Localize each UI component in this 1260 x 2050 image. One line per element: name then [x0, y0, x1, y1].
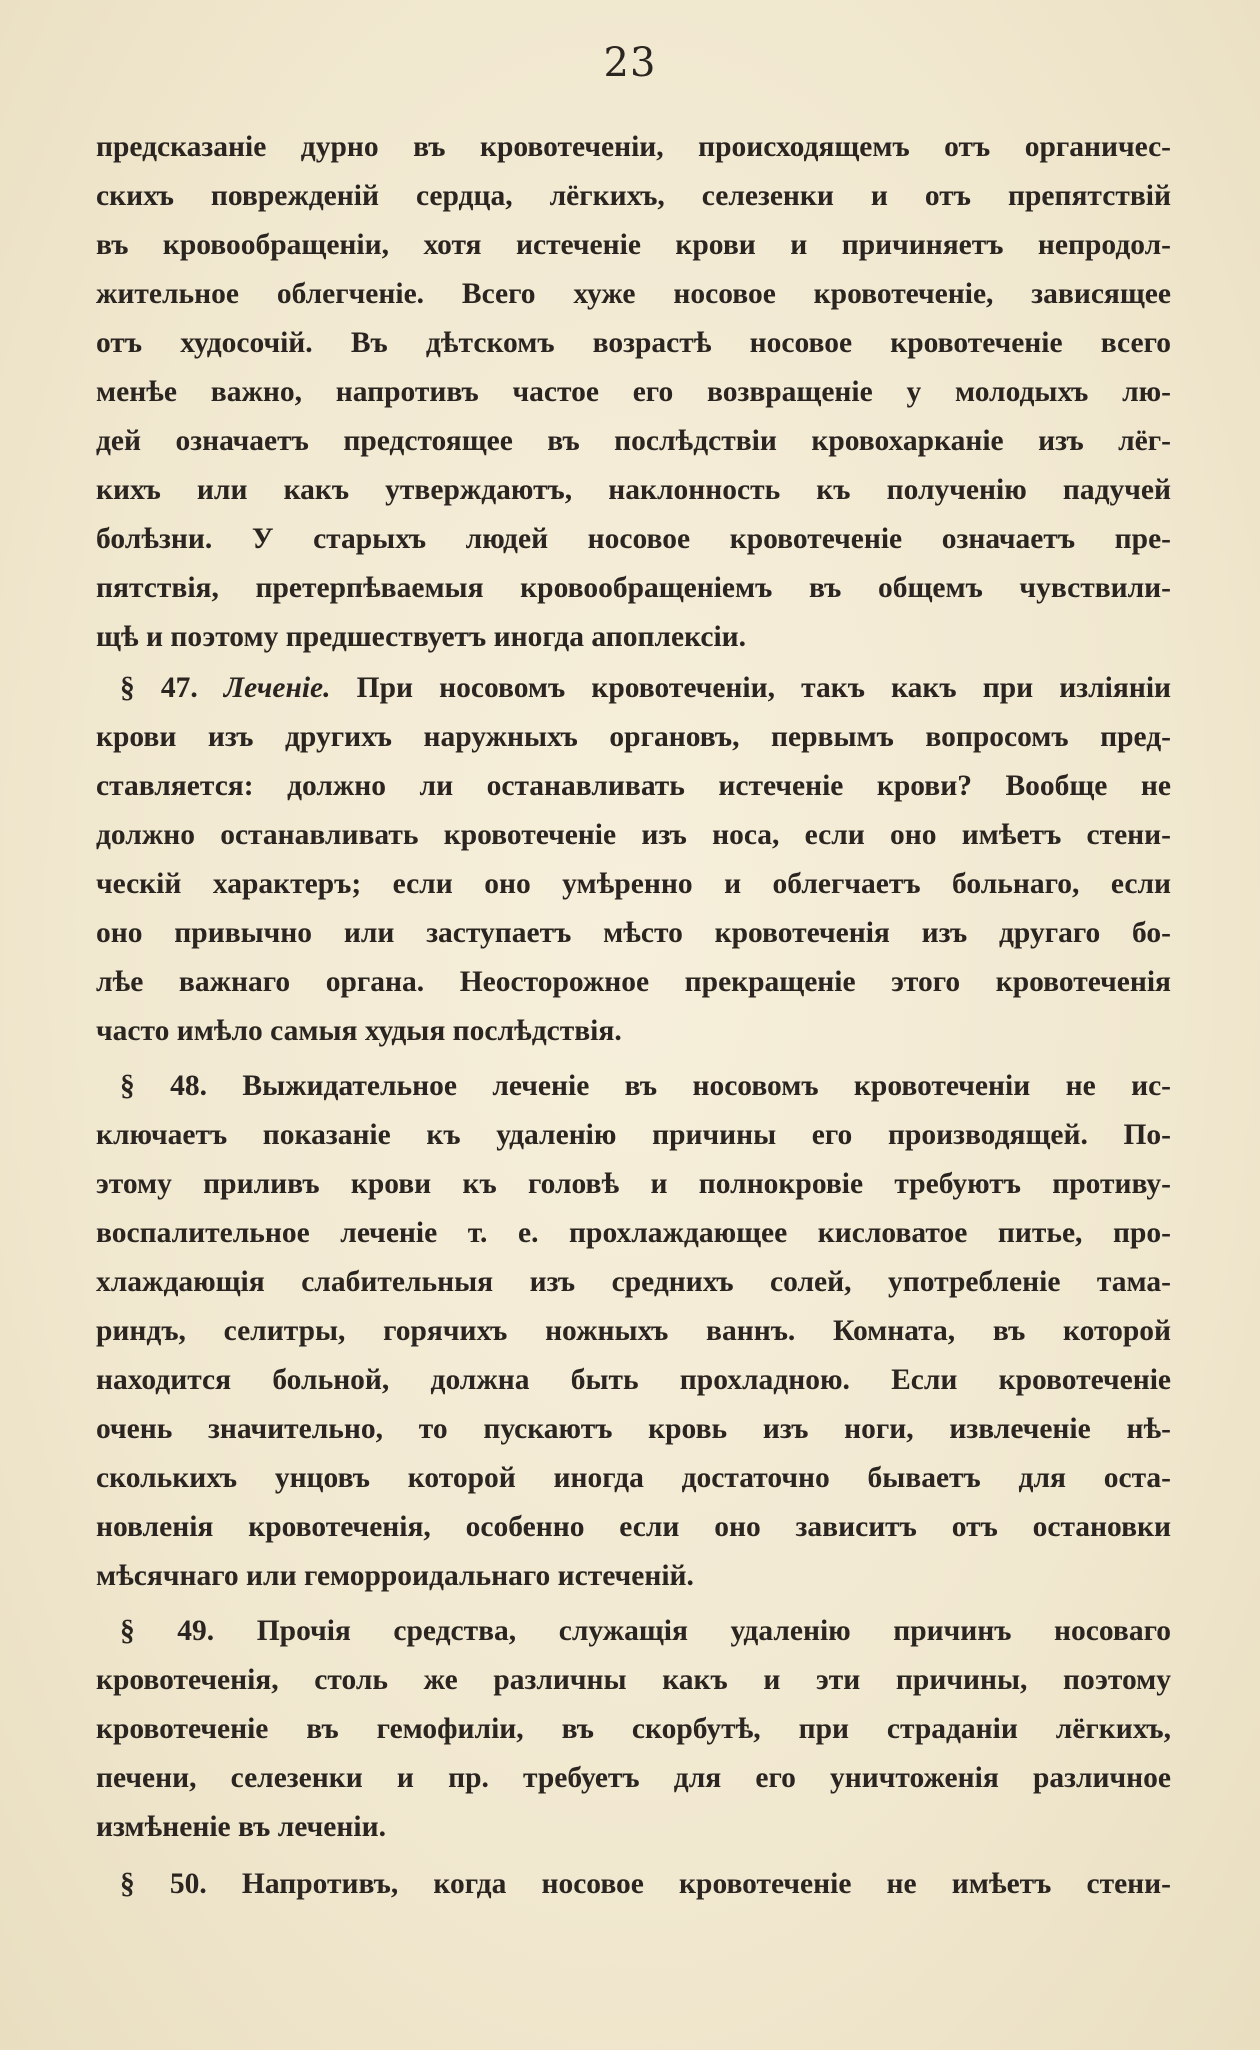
- text-line: крови изъ другихъ наружныхъ органовъ, первымъ вопросомъ пред-: [96, 721, 1171, 753]
- paragraph-section-48: [96, 1062, 1171, 1601]
- text-line: печени, селезенки и пр. требуетъ для его уничтоженія различное: [96, 1762, 1171, 1794]
- text-line: хлаждающія слабительныя изъ среднихъ солей, употребленіе тама-: [96, 1266, 1171, 1298]
- text-line: кихъ или какъ утверждаютъ, наклонность къ полученію падучей: [96, 474, 1171, 506]
- text-line: предсказаніе дурно въ кровотеченіи, происходящемъ отъ органичес-: [96, 131, 1171, 163]
- text-line: кровотеченія, столь же различны какъ и эти причины, поэтому: [96, 1664, 1171, 1696]
- text-line: болѣзни. У старыхъ людей носовое кровотеченіе означаетъ пре-: [96, 523, 1171, 555]
- text-line: пятствія, претерпѣваемыя кровообращеніемъ въ общемъ чувствили-: [96, 572, 1171, 604]
- text-line: въ кровообращеніи, хотя истеченіе крови и причиняетъ непродол-: [96, 229, 1171, 261]
- paragraph-section-50: [96, 1860, 1171, 1909]
- paragraph: [96, 123, 1171, 662]
- text-line: кровотеченіе въ гемофиліи, въ скорбутѣ, при страданіи лёгкихъ,: [96, 1713, 1171, 1745]
- section-heading-line: § 47. Леченіе. При носовомъ кровотеченіи, такъ какъ при изліяніи: [120, 672, 1171, 704]
- text-line: воспалительное леченіе т. е. прохлаждающее кисловатое питье, про-: [96, 1217, 1171, 1249]
- text-line: должно останавливать кровотеченіе изъ носа, если оно имѣетъ стени-: [96, 819, 1171, 851]
- text-line: риндъ, селитры, горячихъ ножныхъ ваннъ. Комната, въ которой: [96, 1315, 1171, 1347]
- text-line: ключаетъ показаніе къ удаленію причины его производящей. По-: [96, 1119, 1171, 1151]
- text-line: щѣ и поэтому предшествуетъ иногда апоплексіи.: [96, 621, 747, 653]
- text-line: часто имѣло самыя худыя послѣдствія.: [96, 1015, 622, 1047]
- text-line: сколькихъ унцовъ которой иногда достаточно бываетъ для оста-: [96, 1462, 1171, 1494]
- text-line: жительное облегченіе. Всего хуже носовое кровотеченіе, зависящее: [96, 278, 1171, 310]
- text-line: этому приливъ крови къ головѣ и полнокровіе требуютъ противу-: [96, 1168, 1171, 1200]
- text-line: отъ худосочій. Въ дѣтскомъ возрастѣ носовое кровотеченіе всего: [96, 327, 1171, 359]
- text-line: очень значительно, то пускаютъ кровь изъ ноги, извлеченіе нѣ-: [96, 1413, 1171, 1445]
- text-line: лѣе важнаго органа. Неосторожное прекращеніе этого кровотеченія: [96, 966, 1171, 998]
- paragraph-section-49: [96, 1607, 1171, 1852]
- text-line: новленія кровотеченія, особенно если оно зависитъ отъ остановки: [96, 1511, 1171, 1543]
- page-number: 23: [603, 40, 657, 86]
- section-heading-line: § 48. Выжидательное леченіе въ носовомъ кровотеченіи не ис-: [120, 1070, 1171, 1102]
- text-line: находится больной, должна быть прохладною. Если кровотеченіе: [96, 1364, 1171, 1396]
- text-line: оно привычно или заступаетъ мѣсто кровотеченія изъ другаго бо-: [96, 917, 1171, 949]
- section-heading-line: § 50. Напротивъ, когда носовое кровотеченіе не имѣетъ стени-: [120, 1868, 1171, 1900]
- text-line: мѣсячнаго или геморроидальнаго истеченій.: [96, 1560, 694, 1592]
- text-line: измѣненіе въ леченіи.: [96, 1811, 386, 1843]
- text-line: ставляется: должно ли останавливать истеченіе крови? Вообще не: [96, 770, 1171, 802]
- body-text: [96, 123, 1171, 1909]
- text-line: дей означаетъ предстоящее въ послѣдствіи кровохарканіе изъ лёг-: [96, 425, 1171, 457]
- section-heading-line: § 49. Прочія средства, служащія удаленію причинъ носоваго: [120, 1615, 1171, 1647]
- text-line: скихъ поврежденій сердца, лёгкихъ, селезенки и отъ препятствій: [96, 180, 1171, 212]
- paragraph-section-47: [96, 664, 1171, 1056]
- section-title-italic: Леченіе.: [223, 672, 331, 704]
- text-line: менѣе важно, напротивъ частое его возвращеніе у молодыхъ лю-: [96, 376, 1171, 408]
- text-line: ческій характеръ; если оно умѣренно и облегчаетъ больнаго, если: [96, 868, 1171, 900]
